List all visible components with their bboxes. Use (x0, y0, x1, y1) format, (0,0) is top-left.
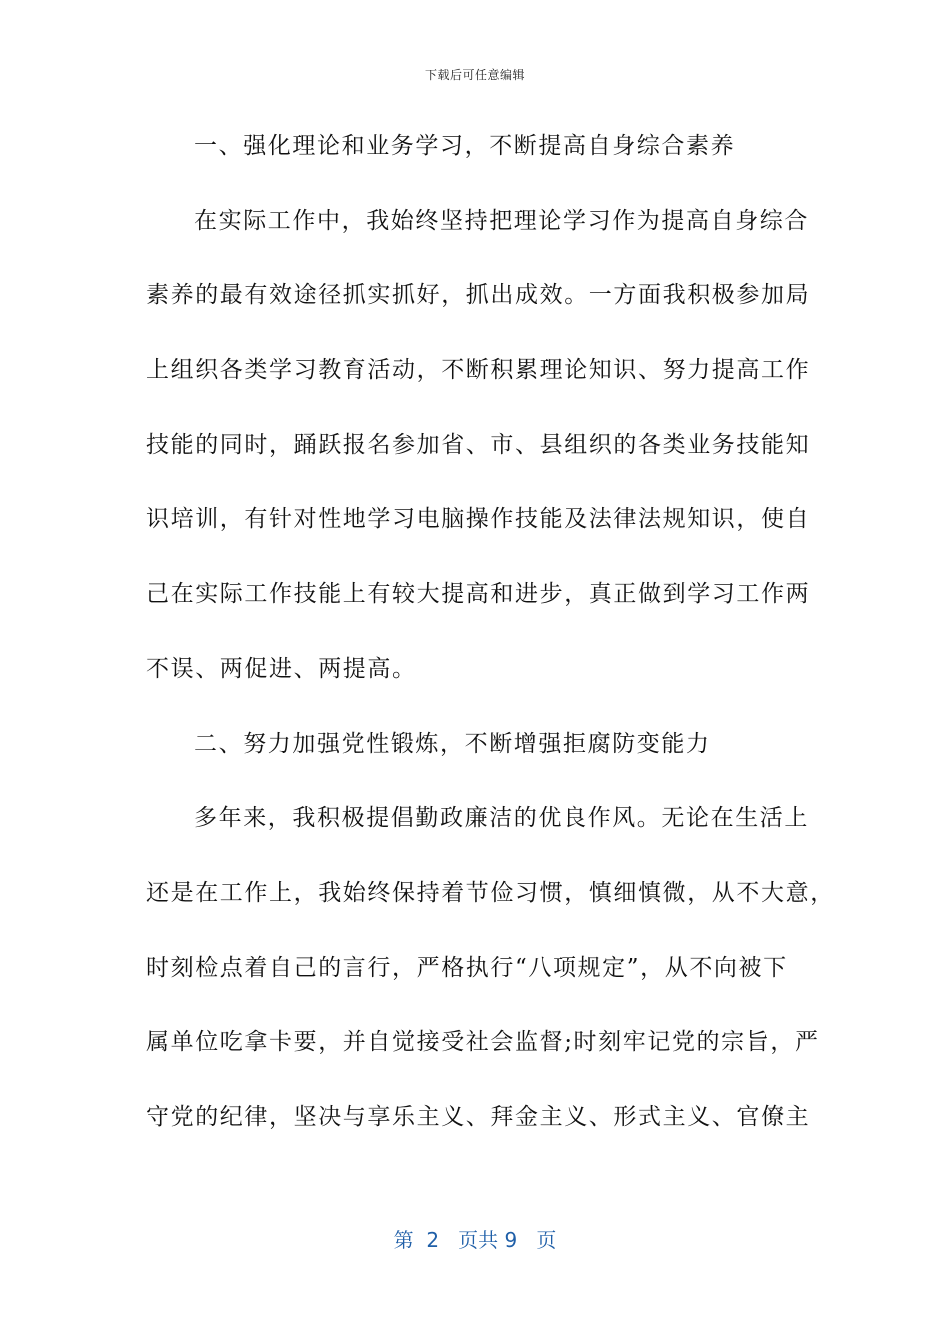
paragraph-line: 还是在工作上，我始终保持着节俭习惯，慎细慎微，从不大意， (146, 879, 835, 906)
paragraph-line: 在实际工作中，我始终坚持把理论学习作为提高自身综合 (194, 207, 809, 234)
paragraph-line: 不误、两促进、两提高。 (146, 655, 417, 682)
section-heading-1: 一、强化理论和业务学习，不断提高自身综合素养 (194, 133, 736, 159)
paragraph-line: 己在实际工作技能上有较大提高和进步，真正做到学习工作两 (146, 581, 811, 608)
page-number-footer: 第 2 页共 9 页 (393, 1228, 557, 1252)
page-header: 下载后可任意编辑 (424, 68, 525, 82)
paragraph-line: 多年来，我积极提倡勤政廉洁的优良作风。无论在生活上 (194, 805, 809, 832)
section-heading-2: 二、努力加强党性锻炼，不断增强拒腐防变能力 (194, 730, 711, 757)
paragraph-line: 守党的纪律，坚决与享乐主义、拜金主义、形式主义、官僚主 (146, 1103, 811, 1130)
paragraph-line: 技能的同时，踊跃报名参加省、市、县组织的各类业务技能知 (146, 431, 811, 458)
paragraph-line: 时刻检点着自己的言行，严格执行“八项规定”，从不向被下 (146, 954, 788, 981)
paragraph-line: 素养的最有效途径抓实抓好，抓出成效。一方面我积极参加局 (146, 282, 811, 309)
paragraph-line: 识培训，有针对性地学习电脑操作技能及法律法规知识，使自 (146, 506, 811, 533)
paragraph-line: 上组织各类学习教育活动，不断积累理论知识、努力提高工作 (146, 357, 811, 384)
paragraph-line: 属单位吃拿卡要，并自觉接受社会监督;时刻牢记党的宗旨，严 (146, 1029, 820, 1056)
document-body (146, 124, 835, 1170)
